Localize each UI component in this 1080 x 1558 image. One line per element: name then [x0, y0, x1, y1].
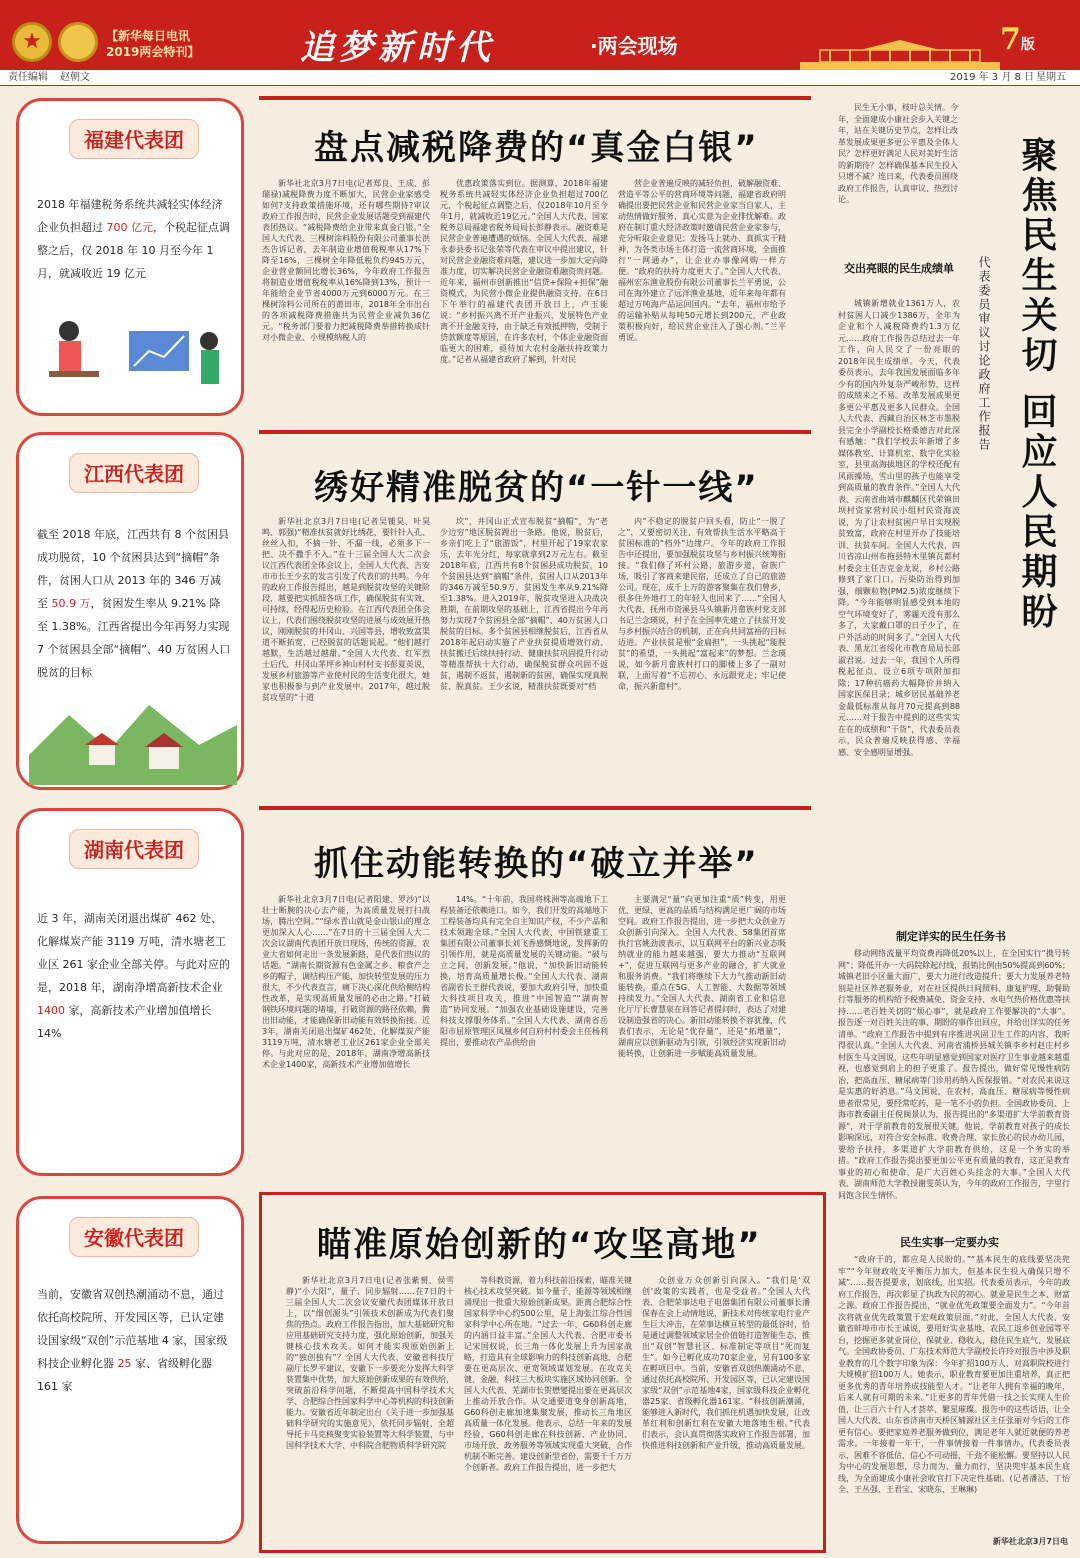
article-body [286, 1275, 823, 1541]
summary-highlight: 50.9 万 [51, 597, 91, 610]
sidebar-text: 城镇新增就业1361万人，农村贫困人口减少1386万，全年为企业和个人减税降费约1.3万亿元……政府工作报告总结过去一年工作，向人民交了一份亮眼的2018年民生成绩单。今天，代表委员表示，去年我国发展面临多年少有的国内外复杂严峻形势，这样的成绩来之不易。改革发展成果更多更公平惠及更多人民群众。全国人大代表、西藏自治区林芝市墨脱县完全小学副校长格桑德吉对此深有感触：“我们学校去年新增了多媒体教室、计算机室、数字化实验室，县里高海拔地区的学校还配有风雨操场，雪山里的孩子也能享受到高质量的教育条件。”全国人大代表、云南省曲靖市麒麟区代荣镇田坝村资家营村民小组村民资海波说，为了让农村贫困户早日实现脱贫致富，政府在村里开办了技能培训、扶贫车间。全国人大代表、四川省凉山州布拖县特木里镇瓦都村村委会主任吉克金龙说，乡村公路修到了家门口。污染防治得到加强，细颗粒物(PM2.5)浓度继续下降。“今年能够明显感受到本地的空气环境变好了，雾霾天没有那么多了，大家戴口罩的日子少了，在户外活动的时间多了。”全国人大代表、黑龙江省绥化市教育局局长邵淑君说。过去一年，我国个人所得税起征点、设立6项专项附加扣除；17种抗癌药大幅降价并纳入国家医保目录；城乡居民基础养老金最低标准从每月70元提高到88元……对于报告中提到的这些实实在在的成绩和“干货”，代表委员表示，民众普遍反映获得感、幸福感、安全感明显增强。 [838, 299, 960, 757]
article-text: 坎”，井冈山正式宣布脱贫“摘帽”，为“老少边穷”地区脱贫蹚出一条路。他说，脱贫后，乡亲们吃上了“旅游饭”，村里开起了19家农家乐，去年光分红，每家就拿到2万元左右。截至2018年底，江西共有8个贫困县成功脱贫，10个贫困县达到“摘帽”条件，贫困人口从2013年的346万减至50.9万，贫困发生率从9.21%降至1.38%。进入2019年，脱贫攻坚进入决战决胜期，在前期攻坚的基础上，江西省提出今年再努力实现7个贫困县全部“摘帽”、40万贫困人口脱贫的目标。多个贫困县相继脱贫后，江西省从2018年起启动实施了产业扶贫提质增效行动、扶贫搬迁后续扶持行动、健康扶贫巩固提升行动等精准帮扶十大行动，确保脱贫群众巩固不返贫，遏制不返贫，遏制新的贫困，确保实现真脱贫、脱真贫。王少玄说，精准扶贫既要对“档 [440, 517, 608, 691]
article-text: 众创业万众创新引向深入。“我们是‘双创’政策的实践者，也是受益者。”全国人大代表、合肥荣事达电子电器集团有限公司董事长潘保春在会上动情地说，新技术对传统家电行业产生巨大冲击，在荣事达横亘转型的最低谷时，恰是通过调整领域家居全价值链打造智能生态，推出“双创”智慧社区、标准制定等项目“死而复生”。如今已孵化成功70家企业，另有100多家在孵项目中。当前，安徽省双创热潮涌动不息，通过依托高校院所、开发园区等，已认定建设国家级“双创”示范基地4家，国家级科技企业孵化器25家、省级孵化器161家。“科技创新潮涌，能够进入新时代，我们抓住机遇加快发展，让改革红利和创新红利在安徽大地落地生根。”代表们表示，会认真贯彻落实政府工作报告部署，加快推进科技创新和产业升级，推动高质量发展。 [642, 1276, 810, 1450]
section-name: ·两会现场 [590, 34, 678, 58]
page-title: 追梦新时代 [300, 28, 495, 68]
card-summary [37, 1283, 231, 1398]
article-body [262, 178, 811, 418]
sidebar-text: 移动网络流量平均资费再降低20%以上，在全国实行“携号转网”；降低开办一大码院除起付线，报销比例由50%提高到60%；城镇老旧小区量大面广，要大力进行改造提升；要大力发展养老特别是社区养老服务业，对在社区提供日间照料、康复护理、助餐助行等服务的机构给予税费减免、资金支持、水电气热价格优惠等扶持……老百姓关切的“烦心事”，就是政府工作要解决的“大事”。报告逐一对百姓关注的事、期盼的事作出回应，并给出详实的任务清单。“政府工作报告中提到有序推进巩固卫生工作的内容，我听得很认真。”全国人大代表、河南省浦桥县城关镇李乡村赵庄村乡村医生马文国说，这些年明显感觉到国家对医疗卫生事业越来越重视，也感觉到肩上的担子更重了。报告提出，做好常见慢性病防治，把高血压、糖尿病等门诊用药纳入医保报销。“对农民来说这是实惠的好消息。”马文国说，在农村，高血压、糖尿病等慢性病患者很常见，要经常吃药，是一笔不小的负担。全国政协委员、上海市教委副主任倪闽景认为，报告提出的“多渠道扩大学前教育资源”，对于学前教育的发展很关键。他说，学前教育对孩子的成长影响深远，对符合安全标准、收费合理、家长放心的民办幼儿园，要给予扶持，多渠道扩大学前教育供给，这是一个务实的举措。“政府工作报告提出要更加公平更有质量的教育，这正是教育事业的初心和使命，是广大百姓心头挂念的大事。”全国人大代表、湖南师范大学教授谢雯英认为，今年的政府工作报告，字里行间饱含民生情怀。 [838, 949, 1070, 1200]
section-rule [259, 806, 811, 810]
article-column [618, 178, 786, 418]
article-column [464, 1275, 632, 1541]
delegation-card-anhui [16, 1196, 244, 1544]
editor-name: 赵朝文 [60, 72, 90, 83]
article-column [262, 516, 430, 798]
summary-highlight: 700 亿元 [106, 221, 153, 234]
article-body [262, 516, 811, 798]
issue-weekday: 星期五 [1036, 72, 1066, 83]
article-text: 营企业普遍反映的减轻负担，破解融资难、营造平等公平的营商环境等问题，福建省政府明确提出要把民营企业和民营企业家当自家人，主动热情做好服务，真心实意为企业排忧解难。政府在制订重大经济政策时邀请民营企业家参与，充分听取企业意见；发扬马上就办、真抓实干精神，为各类市场主体打造一流营商环境，全面推行“一网通办”，让企业办事像网购一样方便。“政府的扶持力度更大了。”全国人大代表、福州宏东渔业股份有限公司董事长兰平勇说，公司在海外建立了远洋渔业基地，近年来每年都有超过万吨海产品运回国内。“去年，福州市给予的运输补贴从每吨50元增长到200元，产业政策积极向好，给民营企业注入了强心剂。”兰平勇说。 [618, 179, 786, 342]
sidebar-intro: 民生无小事，枝叶总关情。今年，全面建成小康社会步入关键之年，站在关键历史节点，怎样让改革发展成果更多更公平惠及全体人民？怎样更好满足人民对美好生活的新期待？怎样确保基本民生投入只增不减？连日来，代表委员围绕政府工作报告，认真审议、热烈讨论。 [838, 103, 958, 204]
delegation-card-jiangxi [16, 432, 244, 790]
article-fujian [259, 96, 811, 418]
delegation-tag: 福建代表团 [69, 119, 199, 159]
sidebar-text: “政府干的，都应是人民盼的。”“基本民生的底线要坚决兜牢”“今年财政收支平衡压力加大，但基本民生投入确保只增不减”……报告提要求，划底线，出实招。代表委员表示，今年的政府工作报告，再次彰显了执政为民的初心。就业是民生之本、财富之源。政府工作报告提出，“就业优先政策要全面发力”。“今年首次将就业优先政策置于宏观政策层面。”对此，全国人大代表、安徽省蚌埠市市长王诚说，要用好实业基地、农民工返乡创业园等平台，挖掘更多就业岗位，保就业、稳收入，稳住民生底气、发展底气。全国政协委员、广东技术师范大学副校长许玲对报告中涉及职业教育的几个数字印象为深：今年扩招100万人、对高职院校进行大规模扩招100万人。她表示，职业教育要更加注重培养，真正把更多优秀的青年培养成技能型人才。“让老年人拥有幸福的晚年，后来人就有可期的未来。”让更多的青年凭借一技之长实现人生价值，让三百六十行人才荟萃、繁星璀璨。报告中的这些话语，让全国人大代表、山东省济南市天桥区辅源社区主任张丽对今后的工作更有信心。要把家庭养老服务做到位，满足老年人就近就便的养老需求。一年接着一年干，一件事情接着一件事情办。代表委员表示，困难不容低估，信心不可动摇，干劲不能松懈。要坚持以人民为中心的发展思想，尽力而为、量力而行，坚决兜牢基本民生底线，为全面建成小康社会收官打下决定性基础。(记者潘洁、丁怡全、王丛强、王君宝、宋晓东、王琳琳) [838, 1255, 1070, 1494]
article-text: 等科教资源，着力科技前沿探索，瞄准关键核心技术攻坚突破。如今量子、能源等领域相继涌现出一批重大原始创新成果。距离合肥综合性国家科学中心约500公里，是上海张江综合性国家科学中心所在地。“过去一年，G60科创走廊的内涵日益丰富。”全国人大代表、合肥市委书记宋国权说，长三角一体化发展上升为国家战略，打造具有全球影响力的科技创新高地，合肥要在更高层次、更宽领域谋划发展。在攻克关键、金融、科技三大板块实施区域协同创新。全国人大代表、芜湖市长贺懋燮提出要在更高层次上推动开放合作。从交通要道变身创新高地，G60科创走廊加速集聚发展，推动长三角地区高质量一体化发展。他表示，总结一年来的发展经验，G60科创走廊在科技创新、产业协同、市场开放、政务服务等领域实现重大突破，合作机制不断完善。建设创新型省份，需要千千万万个创新者。政府工作报告提出，进一步把大 [464, 1276, 632, 1472]
card-summary [37, 523, 231, 684]
section-rule [259, 430, 811, 434]
page-number [1000, 22, 1072, 66]
sidebar-heading: 民生实事一定要办实 [900, 1236, 999, 1249]
article-text: 新华社北京3月7日电(记者郑良、王成、彭瑞禄)减税降费力度不断加大，民营企业家感受如何?支持政策措施环境，还有哪些期待?审议政府工作报告时，民营企业发展话题受到福建代表团热议。“减税降费给企业带来真金白银。”全国人大代表、三棵树涂料股份有限公司董事长洪杰告诉记者，去年制造业增值税税率从17%下降至16%，三棵树全年降低税负约945万元，企业营业额同比增长36%，今年政府工作报告将制造业增值税税率从16%降到13%，预计一年能给企业节省4000万元到6000万元。在三棵树涂料公司所在的莆田市，2018年全市出台的各项减税降费措施共为民营企业减负36亿元。“税务部门要着力把减税降费举措转换成针对小微企业、小规模纳税人的 [262, 179, 430, 342]
summary-text: 家，高新技术产业增加值增长 14% [37, 1004, 212, 1040]
village-illustration [29, 675, 237, 785]
card-summary [37, 907, 231, 1045]
article-column [262, 178, 430, 418]
cppcc-emblem-icon [58, 22, 98, 62]
article-anhui [259, 1192, 826, 1553]
summary-text: 2018 年福建税务系统共减轻实体经济企业负担超过 [37, 198, 223, 234]
sidebar-subtitle: 代表委员审议讨论政府工作报告 [977, 256, 991, 452]
sidebar-main-title: 聚焦民生关切 回应人民期盼 [1016, 136, 1058, 633]
summary-text: 家、省级孵化器 161 家 [37, 1357, 212, 1393]
summary-highlight: 25 [117, 1357, 132, 1370]
article-body [262, 894, 811, 1166]
summary-text: ，个税起征点调整之后，仅 2018 年 10 月至今年 1 月，就减收近 19 亿元 [37, 221, 230, 280]
summary-text: ，贫困发生率从 9.21% 降至 1.38%。江西省提出今年再努力实现 7 个贫困县全部“摘帽”、40 万贫困人口脱贫的目标 [37, 597, 231, 679]
office-workers-illustration [29, 291, 237, 411]
national-emblem-icon: ★ [12, 22, 52, 62]
summary-highlight: 1400 [37, 1004, 65, 1017]
delegation-tag: 安徽代表团 [69, 1217, 199, 1257]
great-hall-icon [800, 40, 1000, 70]
article-hunan [259, 806, 811, 1166]
article-title: 绣好精准脱贫的“一针一线” [314, 468, 759, 508]
article-column [618, 516, 786, 798]
article-column [286, 1275, 454, 1541]
page-unit: 版 [1020, 37, 1035, 53]
article-text: 优惠政策落实到位。据测算，2018年福建税务系统共减轻实体经济企业负担超过700亿元，个税起征点调整之后，仅2018年10月至今年1月，就减收近19亿元。”全国人大代表、国家税务总局福建省税务局局长彭静表示。融资难是民营企业普遍遭遇的烦恼。全国人大代表、福建永泰县委书记张荣等代表在审议中提出建议，针对民营企业融资难问题，建议进一步加大定向降准力度，切实解决民营企业融资难融资贵问题。近年来，福州市创新推出“信贷+保险+担保”融资模式，为民营小微企业提供融资支持。在6日下午举行的福建代表团开放日上，卢玉能说：“乡村振兴离不开产业振兴，发展特色产业离不开金融支持，由于缺乏有效抵押物，受制于贷款额度等原因，在许多农村，个体企业融资面临更大的困难，亟待加大农村金融扶持政策力度。”记者从福建省政府了解到，针对民 [440, 179, 608, 364]
article-title: 瞄准原始创新的“攻坚高地” [317, 1225, 762, 1265]
article-column [440, 894, 608, 1166]
article-column [440, 516, 608, 798]
article-jiangxi [259, 430, 811, 798]
article-text: 内”不稳定的脱贫户回头看，防止“一脱了之”，又要密切关注、有效帮扶生活水平略高于贫困标准的“档外”边缘户。今年的政府工作报告中还提出，要加强脱贫攻坚与乡村振兴统筹衔接。“我们修了环村公路，旅游步道，奋族广场，吸引了客商来建民宿，还成立了自己的旅游公司。现在，成千上万的游客聚集在我们曾乡，很多住外地打工的年轻人也回来了……”全国人大代表、抚州市资溪县马头镇新月畲族村党支部书记兰念瑛说，村子在全国率先建立了扶贫开发与乡村振兴结合的机制，正在向共同富裕的目标迈进。产业扶贫是根“金扁担”，一头挑起“能脱贫”的希望，一头挑起“富起来”的梦想。兰念瑛说，如今新月畲族村打口的脚楼上多了一副对联，上面写着“不忘初心、永远跟党走；牢记使命，振兴新畲村”。 [618, 517, 786, 691]
sidebar-heading: 制定详实的民生任务书 [896, 930, 1006, 943]
delegation-card-hunan [16, 808, 244, 1176]
delegation-tag: 湖南代表团 [69, 829, 199, 869]
article-text: 主要满足“量”向更加注重“质”转变，用更优、更绿、更高的品质与结构满足更广阔的市场空间。政府工作报告提出，进一步把大众创业万众创新引向深入。全国人大代表、58集团首席执行官姚劲波表示，以互联网平台的新兴业态吸纳就业的能力越来越强，要大力推动“互联网+”，促进互联网与更多产业的融合，扩大就业和服务消费。“我们将继续下大力气推动新旧动能转换，重点在5G、人工智能、大数据等领域持续发力。”全国人大代表、湖南省工业和信息化厅厅长曹慧泉在回答记者提问时，表达了对建设制造强省的决心。新旧动能转换不容犹豫，代表们表示，无论是“优存量”，还是“拓增量”，湖南应以创新驱动为引领，引领经济实现新旧动能转换，让创新进一步赋能高质量发展。 [618, 895, 786, 1058]
delegation-card-fujian [16, 98, 244, 416]
page-number-value: 7 [1000, 22, 1021, 57]
card-summary [37, 193, 231, 285]
editor-label: 责任编辑 [8, 72, 48, 83]
meta-bar [0, 70, 1080, 86]
article-text: 新华社北京3月7日电(记者吴锺昊、叶昊鸣、郭强)“精准扶贫就好比绣花，要针针入孔、丝丝入扣，不摘一针、不漏一线，必须多下一把、决不撒手不入。”在十三届全国人大二次会议江西代表团全体会议上，全国人大代表、吉安市市长王少玄的发言引发了代表们的共鸣。今年的政府工作报告提出，越是到脱贫攻坚的关键阶段，越要把实抓细各项工作，确保脱贫有实效、可持续，经得起历史检验。在江西代表团全体会议上，代表们围绕脱贫攻坚的进展与成效展开热议，刚刚脱贫的井冈山、兴国等县，增收致富渠道不断拓宽，已经脱贫的话题说起。“他们越打越默，生活越过越甜。”全国人大代表、红军烈士后代、井冈山茅坪乡神山村村支书彭夏英说，发展乡村旅游等产业使村民的生活变化很大，她家也积极参与到产业发展中。2017年，越过脱贫攻坚的“十道 [262, 517, 430, 702]
sidebar-text-wide [838, 702, 1070, 926]
article-title: 抓住动能转换的“破立并举” [314, 844, 759, 884]
article-text: 新华社北京3月7日电(记者阳建、罗沙)“以壮士断腕的决心去产能，为高质量发展打扫战场，腾出空间。”“绿水青山就是金山银山的理念更加深入人心……”在7日的十三届全国人大二次会议湖南代表团开放日现场，传统的资源、农业大省如何走出一条发展新路，是代表们热议的话题。“湖南长期资源有色金属之乡、粮食产之乡的帽子，调结构压产能，加快转型发展的压力很大，不少代表直言，痛下决心深化供给侧结构性改革，是实现高质量发展的必由之路。”打破钢铁环境问题的堵墙，打破资源的路径依赖，腾出旧动能，才能确保新旧动能有效转换衔接。近3年，湖南关闭退出煤矿462处、化解煤炭产能3119万吨，清水塘老工业区261家企业全部关停。与此对应的是，2018年，湖南净增高新技术企业1400家，高新技术产业增加值增长 [262, 895, 430, 1069]
sidebar-heading: 交出亮眼的民生成绩单 [844, 262, 954, 275]
article-column [262, 894, 430, 1166]
article-column [642, 1275, 810, 1541]
summary-text: 近 3 年，湖南关闭退出煤矿 462 处、化解煤炭产能 3119 万吨，清水塘老工业区 261 家企业全部关停。与此对应的是，2018 年，湖南净增高新技术企业 [37, 912, 230, 994]
page-header [0, 0, 1080, 70]
summary-text: 当前，安徽省双创热潮涌动不息，通过依托高校院所、开发园区等，已认定建设国家级“双创”示范基地 4 家，国家级科技企业孵化器 [37, 1288, 228, 1370]
article-text: 新华社北京3月7日电(记者张紫赟、侯雪静)“小大阳”，量子、同步辐射……在7日的十三届全国人大二次会议安徽代表团媒体开放日上，以“细创源头”引领技术创新成为代表们聚焦的热点。政府工作报告指出，加大基础研究和应用基础研究支持力度，强化原始创新，加强关键核心技术攻关。如何才能实现原始创新上的“独创独有”？全国人大代表、安徽省科技厅副厅长罗平建议，安徽下一步要充分发挥大科学装置集中优势，加大原始创新成果的有效供给，突破前沿科学问题，不断提高中国科学技术大学、合肥综合性国家科学中心等机构的科技创新能力。安徽省近年制定出台《关于进一步加强基础科学研究的实施意见》，依托同步辐射、全超导托卡马克核聚变实验装置等大科学装置，与中国科学技术大学、中科院合肥物质科学研究院 [286, 1276, 454, 1450]
special-issue: 2019两会特刊 [106, 45, 188, 59]
issue-date: 2019 年 3 月 8 日 [950, 72, 1035, 83]
article-text: 14%。“十年前，我国将株洲等高端地下工程装备还依赖进口。如今，我们开发的高端地下工程装备均具有完全自主知识产权，不少产品和技术领跑全球。”全国人大代表、中国铁建重工集团有限公司董事长刘飞香感慨地说，发挥新的引领作用，就是高质量发展的关键动能。“破与立之间，创新发展。”他说，“加快新旧动能转换，培育高质量增长极。”全国人大代表、湖南省副省长王群代表说，要加大政府引导，加快重大科技项目攻关，推进“中国智造”“湖南智造”协同发展。“加强农业基础设施建设，完善科技支撑服务体系。”全国人大代表、湖南省岳阳市屈原管理区凤凰乡何自府村村委会主任杨利提出，要推动农产品供给由 [440, 895, 608, 1047]
summary-text: 截至 2018 年底，江西共有 8 个贫困县成功脱贫，10 个贫困县达到“摘帽”条件，贫困人口从 2013 年的 346 万减至 [37, 528, 229, 610]
brand-name: 新华每日电讯 [118, 29, 191, 43]
article-title: 盘点减税降费的“真金白银” [314, 128, 759, 168]
article-column [440, 178, 608, 418]
header-subtitle: 【新华每日电讯 2019两会特刊】 [106, 29, 200, 59]
sidebar-article [838, 96, 1070, 1546]
sidebar-dateline: 新华社北京3月7日电 [992, 1537, 1068, 1546]
delegation-tag: 江西代表团 [69, 453, 199, 493]
section-rule [259, 96, 811, 100]
article-column [618, 894, 786, 1166]
